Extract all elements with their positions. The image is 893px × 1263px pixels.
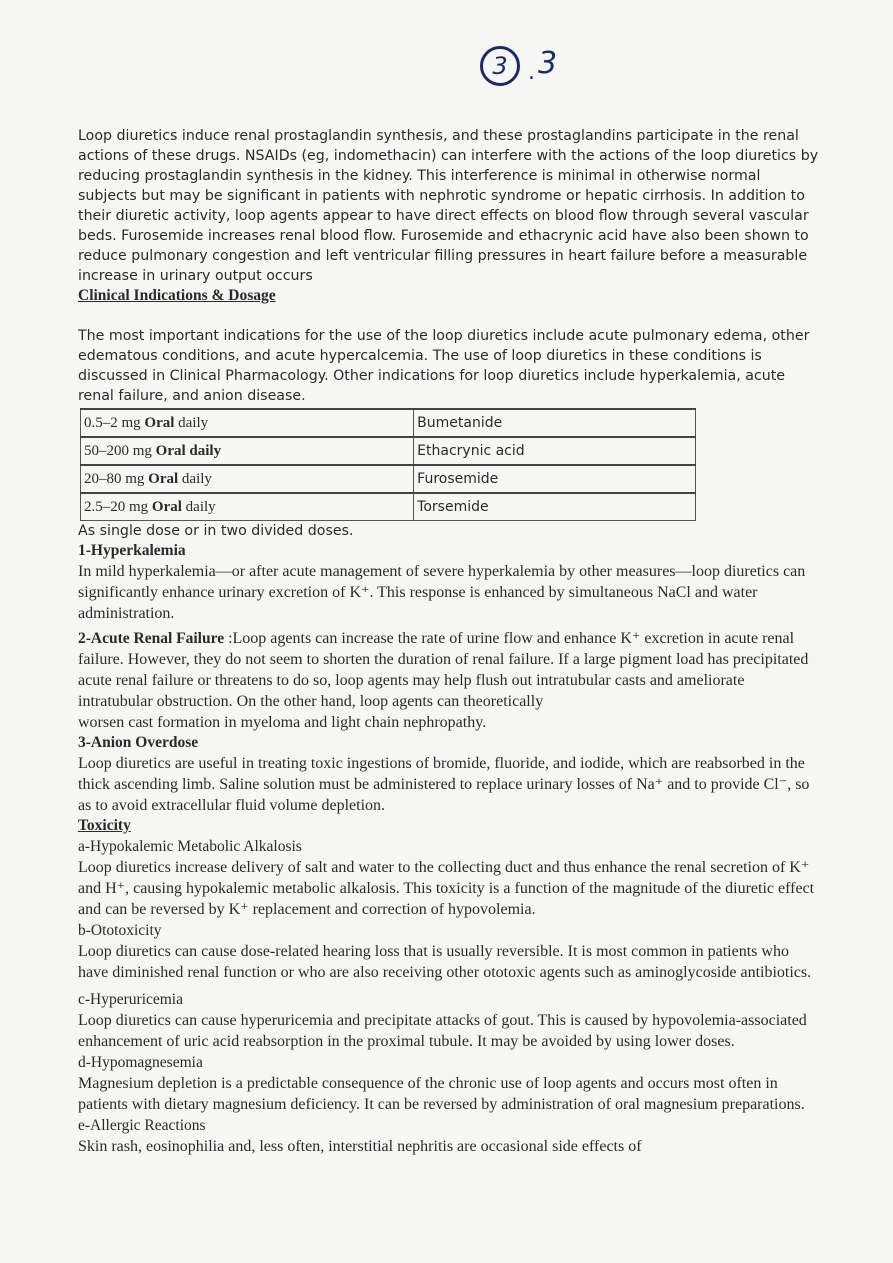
table-row <box>81 409 696 437</box>
table-row <box>81 465 696 493</box>
allergic-reactions-heading: e-Allergic Reactions <box>78 1117 206 1134</box>
page-number-dot: . <box>528 60 535 85</box>
hyperkalemia-heading: 1-Hyperkalemia <box>78 542 186 559</box>
table-row <box>81 437 696 465</box>
dose-amount: 50–200 mg <box>84 442 152 459</box>
dose-frequency: daily <box>185 498 216 515</box>
dose-cell <box>81 465 414 493</box>
dose-cell <box>81 493 414 521</box>
dose-amount: 20–80 mg <box>84 470 145 487</box>
dose-route: Oral <box>151 498 182 515</box>
hypomagnesemia-paragraph: Magnesium depletion is a predictable consequence of the chronic use of loop agents and occurs most often in patients with dietary magnesium deficiency. It can be reversed by administration of oral magnesium preparations. <box>78 1075 805 1113</box>
acute-renal-failure-continuation: worsen cast formation in myeloma and light chain nephropathy. <box>78 714 487 731</box>
toxicity-heading: Toxicity <box>78 817 131 834</box>
ototoxicity-heading: b-Ototoxicity <box>78 922 162 939</box>
acute-renal-failure-paragraph <box>78 628 820 712</box>
page-number-suffix: 3 <box>538 46 558 81</box>
dose-cell <box>81 437 414 465</box>
handwritten-page-number <box>476 44 586 88</box>
dose-amount: 0.5–2 mg <box>84 414 141 431</box>
dosage-table <box>80 408 696 521</box>
dose-route: Oral <box>148 470 179 487</box>
drug-cell: Torsemide <box>414 493 696 521</box>
clinical-indications-paragraph: The most important indications for the use of the loop diuretics include acute pulmonary edema, other edematous conditions, and acute hypercalcemia. The use of loop diuretics in these conditions is discussed in Clinical Pharmacology. Other indications for loop diuretics include hyperkalemia, acute renal failure, and anion disease. <box>78 328 810 404</box>
hyperkalemia-paragraph: In mild hyperkalemia—or after acute management of severe hyperkalemia by other measures—loop diuretics can significantly enhance urinary excretion of K⁺. This response is enhanced by simultaneous NaCl and water administration. <box>78 563 806 622</box>
hyperuricemia-heading: c-Hyperuricemia <box>78 991 183 1008</box>
hypokalemic-alkalosis-heading: a-Hypokalemic Metabolic Alkalosis <box>78 838 302 855</box>
clinical-indications-heading: Clinical Indications & Dosage <box>78 287 276 304</box>
circled-page-number: 3 <box>480 46 520 86</box>
allergic-reactions-paragraph: Skin rash, eosinophilia and, less often, interstitial nephritis are occasional side effects of <box>78 1138 642 1155</box>
dose-cell <box>81 409 414 437</box>
drug-cell: Bumetanide <box>414 409 696 437</box>
drug-cell: Furosemide <box>414 465 696 493</box>
drug-cell: Ethacrynic acid <box>414 437 696 465</box>
acute-renal-failure-heading: 2-Acute Renal Failure <box>78 630 225 647</box>
dose-route: Oral <box>144 414 175 431</box>
anion-overdose-paragraph: Loop diuretics are useful in treating toxic ingestions of bromide, fluoride, and iodide, which are reabsorbed in the thick ascending limb. Saline solution must be administered to replace urinary losses of Na⁺ and to provide Cl⁻, so as to avoid extracellular fluid volume depletion. <box>78 755 810 814</box>
acute-renal-failure-text: :Loop agents can increase the rate of urine flow and enhance K⁺ excretion in acute renal failure. However, they do not seem to shorten the duration of renal failure. If a large pigment load has precipitated acute renal failure or threatens to do so, loop agents may help flush out intratubular casts and ameliorate intratubular obstruction. On the other hand, loop agents can theoretically <box>78 630 809 710</box>
dose-frequency: daily <box>181 470 212 487</box>
dose-frequency: daily <box>178 414 209 431</box>
dose-frequency: daily <box>189 442 222 459</box>
intro-paragraph: Loop diuretics induce renal prostaglandin synthesis, and these prostaglandins participate in the renal actions of these drugs. NSAIDs (eg, indomethacin) can interfere with the actions of the loop diuretics by reducing prostaglandin synthesis in the kidney. This interference is minimal in otherwise normal subjects but may be significant in patients with nephrotic syndrome or hepatic cirrhosis. In addition to their diuretic activity, loop agents appear to have direct effects on blood flow through several vascular beds. Furosemide increases renal blood flow. Furosemide and ethacrynic acid have also been shown to reduce pulmonary congestion and left ventricular filling pressures in heart failure before a measurable increase in urinary output occurs <box>78 128 819 284</box>
dose-route: Oral <box>155 442 186 459</box>
table-row <box>81 493 696 521</box>
dose-amount: 2.5–20 mg <box>84 498 149 515</box>
ototoxicity-paragraph: Loop diuretics can cause dose-related hearing loss that is usually reversible. It is most common in patients who have diminished renal function or who are also receiving other ototoxic agents such as aminoglycoside antibiotics. <box>78 943 812 981</box>
anion-overdose-heading: 3-Anion Overdose <box>78 734 199 751</box>
dose-note: As single dose or in two divided doses. <box>78 523 354 539</box>
hyperuricemia-paragraph: Loop diuretics can cause hyperuricemia and precipitate attacks of gout. This is caused by hypovolemia-associated enhancement of uric acid reabsorption in the proximal tubule. It may be avoided by using lower doses. <box>78 1012 807 1050</box>
hypokalemic-alkalosis-paragraph: Loop diuretics increase delivery of salt and water to the collecting duct and thus enhance the renal secretion of K⁺ and H⁺, causing hypokalemic metabolic alkalosis. This toxicity is a function of the magnitude of the diuretic effect and can be reversed by K⁺ replacement and correction of hypovolemia. <box>78 859 815 918</box>
document-body <box>78 126 820 1157</box>
hypomagnesemia-heading: d-Hypomagnesemia <box>78 1054 203 1071</box>
